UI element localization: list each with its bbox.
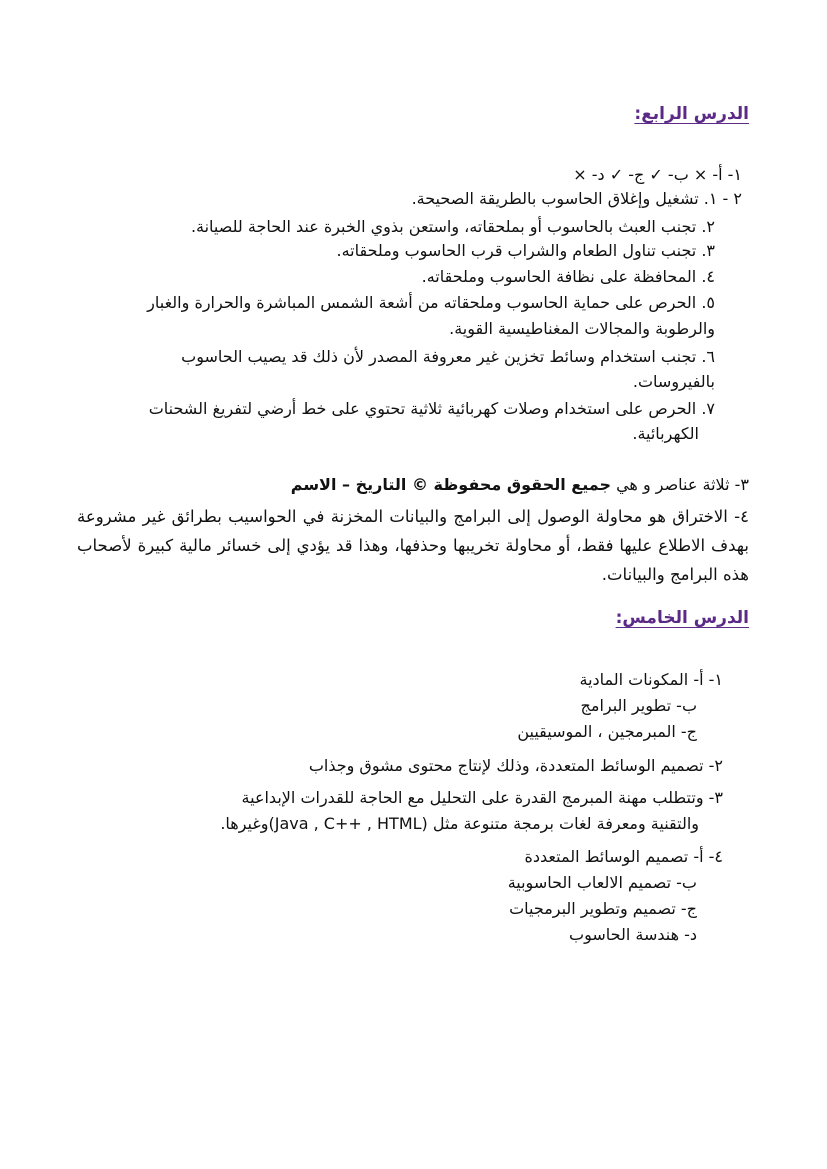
list-item-continuation: الكهربائية. — [632, 424, 699, 443]
q3-prefix: ٣- ثلاثة عناصر و هي — [611, 475, 749, 494]
list-item: ج- المبرمجين ، الموسيقيين — [517, 722, 697, 741]
list-item: ٧. الحرص على استخدام وصلات كهربائية ثلاثية تحتوي على خط أرضي لتفريغ الشحنات — [148, 399, 715, 418]
list-item: ٣. تجنب تناول الطعام والشراب قرب الحاسوب وملحقاته. — [336, 241, 715, 260]
list-item: ج- تصميم وتطوير البرمجيات — [509, 899, 697, 918]
list-item: ب- تطوير البرامج — [580, 696, 697, 715]
list-item-continuation: والرطوبة والمجالات المغناطيسية القوية. — [449, 319, 715, 338]
list-item: د- هندسة الحاسوب — [569, 925, 697, 944]
q4-answer: ٤- الاختراق هو محاولة الوصول إلى البرامج والبيانات المخزنة في الحواسيب بطرائق غير مشروعة بهدف الاطلاع عليها فقط، أو محاولة تخريبها وحذفها، وهذا قد يؤدي إلى خسائر مالية كبيرة لأصحاب هذه البرامج والبيانات. — [77, 506, 749, 584]
q3-answer — [291, 473, 749, 497]
list-item: ٤- أ- تصميم الوسائط المتعددة — [524, 847, 723, 866]
list-item: ٢ - ١. تشغيل وإغلاق الحاسوب بالطريقة الصحيحة. — [411, 189, 742, 208]
list-item: ٢- تصميم الوسائط المتعددة، وذلك لإنتاج محتوى مشوق وجذاب — [308, 756, 723, 775]
lesson4-heading: الدرس الرابع: — [634, 104, 749, 124]
q3-copyright: جميع الحقوق محفوظة © التاريخ – الاسم — [290, 475, 611, 494]
q1-answers: ١- أ- × ب- ✓ ج- ✓ د- × — [573, 165, 742, 184]
list-item-continuation: والتقنية ومعرفة لغات برمجة متنوعة مثل (Java , C++ , HTML)وغيرها. — [220, 814, 699, 833]
lesson5-heading: الدرس الخامس: — [615, 608, 749, 628]
list-item: ٢. تجنب العبث بالحاسوب أو بملحقاته، واستعن بذوي الخبرة عند الحاجة للصيانة. — [190, 217, 715, 236]
list-item: ٦. تجنب استخدام وسائط تخزين غير معروفة المصدر لأن ذلك قد يصيب الحاسوب — [181, 347, 715, 366]
list-item: ١- أ- المكونات المادية — [579, 670, 723, 689]
list-item-continuation: بالفيروسات. — [632, 372, 715, 391]
list-item: ب- تصميم الالعاب الحاسوبية — [507, 873, 697, 892]
list-item: ٥. الحرص على حماية الحاسوب وملحقاته من أشعة الشمس المباشرة والحرارة والغبار — [147, 293, 715, 312]
list-item: ٤. المحافظة على نظافة الحاسوب وملحقاته. — [421, 267, 715, 286]
list-item: ٣- وتتطلب مهنة المبرمج القدرة على التحليل مع الحاجة للقدرات الإبداعية — [241, 788, 723, 807]
